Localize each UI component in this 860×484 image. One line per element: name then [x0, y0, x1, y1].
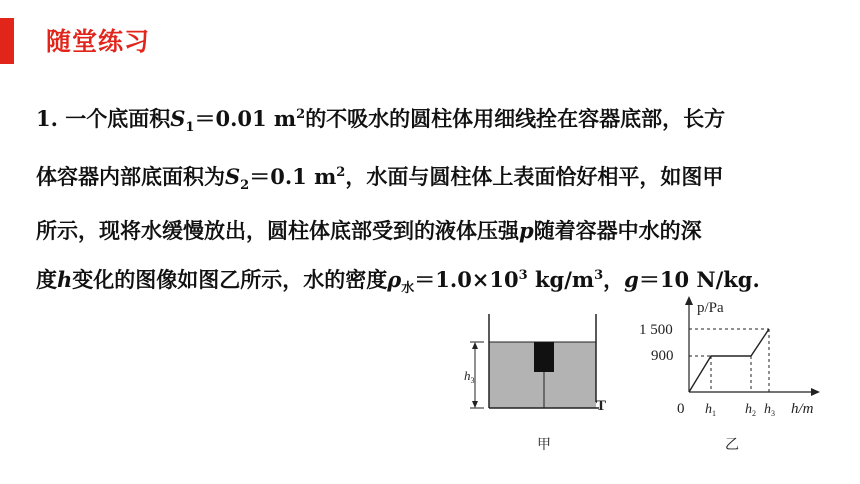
section-title: 随堂练习: [46, 27, 151, 56]
figure-pressure-graph: [635, 292, 835, 422]
figure-container-diagram: [462, 310, 622, 420]
y-tick-900: 900: [651, 348, 674, 364]
question-line-4: 度h变化的图像如图乙所示，水的密度$\rho_水=1.0\times 10^3$ $kg/m^3$，g＝10 N/kg.: [36, 267, 760, 297]
pressure-curve: [689, 329, 769, 392]
height-arrow-bottom: [472, 401, 478, 408]
x-axis-arrow: [811, 388, 820, 396]
question-line-2: 体容器内部底面积为$S_2=0.1$ $m^2$，水面与圆柱体上表面恰好相平，如图甲: [36, 164, 724, 194]
height-arrow-top: [472, 342, 478, 349]
question-text: [36, 92, 836, 312]
x-axis-label: h/m: [791, 401, 814, 417]
x-tick-h2: $h_2$: [745, 402, 756, 418]
x-tick-h3: $h_3$: [764, 402, 775, 418]
figure-yi-caption: 乙: [725, 437, 739, 453]
origin-label: 0: [677, 401, 685, 417]
y-tick-1500: 1 500: [639, 322, 673, 338]
section-accent-bar: [0, 18, 14, 64]
y-axis-label: p/Pa: [697, 300, 724, 316]
question-line-3: 所示，现将水缓慢放出，圆柱体底部受到的液体压强p随着容器中水的深: [36, 218, 702, 244]
height-label: $h_3$: [464, 368, 475, 385]
cylinder: [534, 342, 554, 372]
y-axis-arrow: [685, 296, 693, 305]
question-line-1: 1. 一个底面积$S_1=0.01$ $m^2$的不吸水的圆柱体用细线拴在容器底部，长方: [36, 106, 726, 136]
figure-jia-caption: 甲: [537, 437, 551, 453]
valve-icon: T: [596, 398, 607, 414]
x-tick-h1: $h_1$: [705, 402, 716, 418]
